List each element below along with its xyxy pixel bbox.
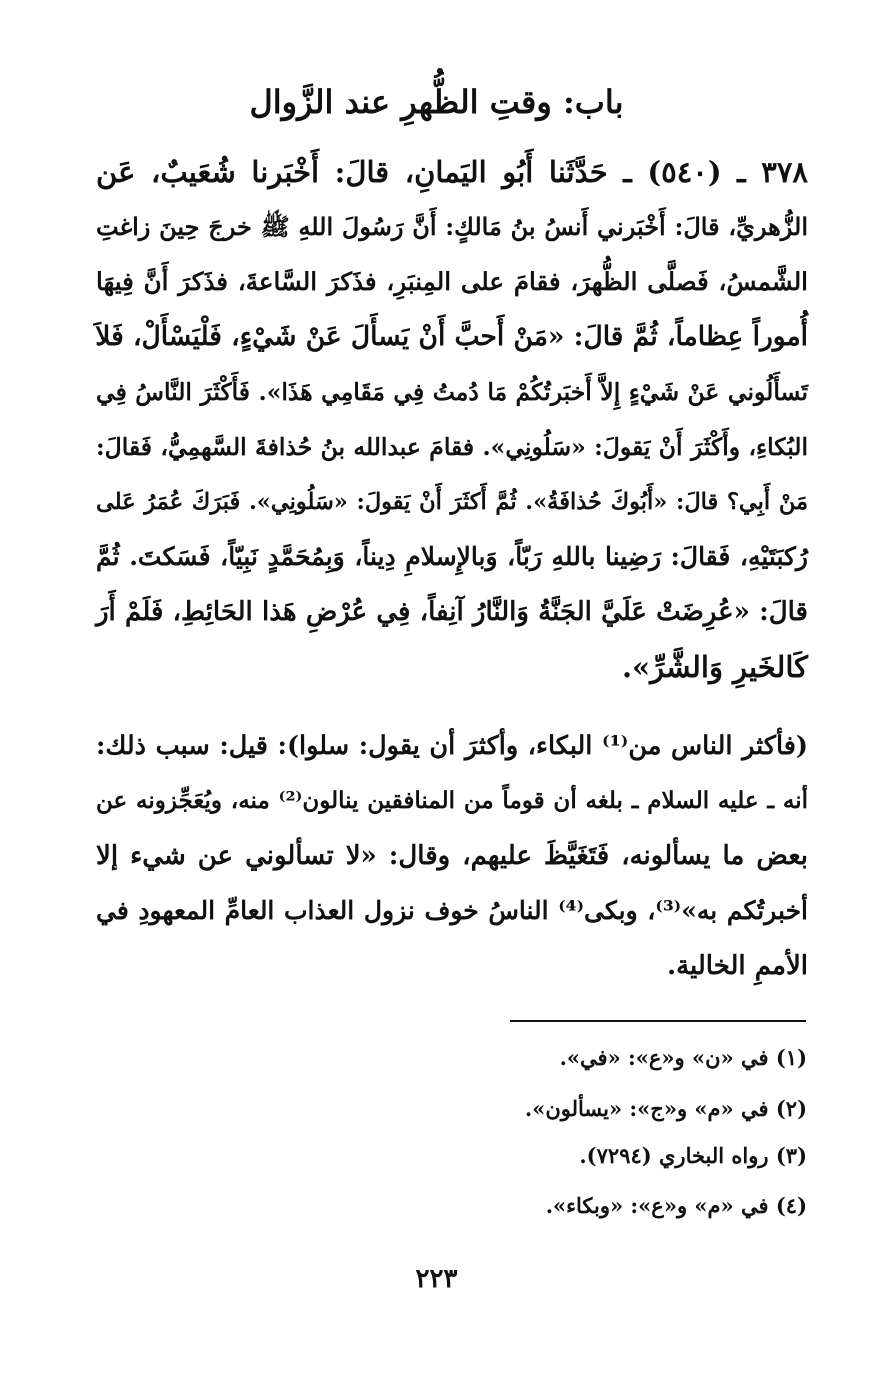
chapter-label: باب: [562,83,624,121]
page-number: ٢٢٣ [415,1264,458,1294]
hadith-line: الزُّهريِّ، قالَ: أَخْبَرني أَنسُ بنُ مَالكٍ: أَنَّ رَسُولَ اللهِ ﷺ خرجَ حِينَ زاغتِ [96,212,808,241]
chapter-heading [0,82,873,122]
hadith-line: تَسأَلُوني عَنْ شَيْءٍ إِلاَّ أَخبَرتُكُمْ مَا دُمتُ فِي مَقَامِي هَذَا». فَأَكْثَرَ النَّاسُ فِي [96,378,808,406]
commentary-line: أنه ـ عليه السلام ـ بلغه أن قوماً من المنافقين ينالون⁽²⁾ منه، ويُعَجِّزونه عن [96,787,808,814]
footnote: (١) في «ن» و«ع»: «في». [559,1045,807,1070]
footnote: (٤) في «م» و«ع»: «وبكاء». [545,1193,807,1218]
commentary-line: (فأكثر الناس من⁽¹⁾ البكاء، وأكثرَ أن يقول: سلوا): قيل: سبب ذلك: [96,731,809,761]
hadith-line: رُكبَتَيْهِ، فَقالَ: رَضِينا باللهِ رَبّاً، وَبالإِسلامِ دِيناً، وَبِمُحَمَّدٍ نَبِيّاً، فَسَكتَ. ثُمَّ [96,542,808,571]
commentary-line: بعض ما يسألونه، فَتَغَيَّظَ عليهم، وقال: «لا تسألوني عن شيء إلا [96,841,808,871]
footnote-separator [510,1020,806,1022]
hadith-line: أُموراً عِظاماً، ثُمَّ قالَ: «مَنْ أَحبَّ أَنْ يَسأَلَ عَنْ شَيْءٍ، فَلْيَسْأَلْ، فَلاَ [95,321,808,352]
hadith-line: كَالخَيرِ وَالشَّرِّ». [621,650,808,684]
commentary-line: أخبرتُكم به»⁽³⁾، وبكى⁽⁴⁾ الناسُ خوف نزول العذاب العامِّ المعهودِ في [96,896,808,925]
commentary-line: الأممِ الخالية. [667,951,808,981]
hadith-line: الشَّمسُ، فَصلَّى الظُّهرَ، فقامَ على المِنبَرِ، فذَكرَ السَّاعةَ، فذَكرَ أَنَّ فِيهَا [96,267,808,296]
hadith-line: ٣٧٨ ـ (٥٤٠) ـ حَدَّثَنا أَبُو اليَمانِ، قالَ: أَخْبَرنا شُعَيبٌ، عَن [96,155,808,189]
chapter-title: وقتِ الظُّهرِ عند الزَّوال [249,83,552,121]
footnote: (٣) رواه البخاري (٧٢٩٤). [579,1143,807,1168]
hadith-line: مَنْ أَبِي؟ قالَ: «أَبُوكَ حُذافَةُ». ثُمَّ أَكثَرَ أَنْ يَقولَ: «سَلُونِي». فَبَرَكَ عُمَرُ عَلى [96,489,808,515]
hadith-line: البُكاءِ، وأَكْثَرَ أَنْ يَقولَ: «سَلُونِي». فقامَ عبدالله بنُ حُذافةَ السَّهمِيُّ، فَقالَ: [96,433,808,461]
hadith-line: قالَ: «عُرِضَتْ عَلَيَّ الجَنَّةُ وَالنَّارُ آنِفاً، فِي عُرْضِ هَذا الحَائِطِ، فَلَمْ أَرَ [96,597,808,627]
footnote: (٢) في «م» و«ج»: «يسألون». [524,1096,807,1121]
